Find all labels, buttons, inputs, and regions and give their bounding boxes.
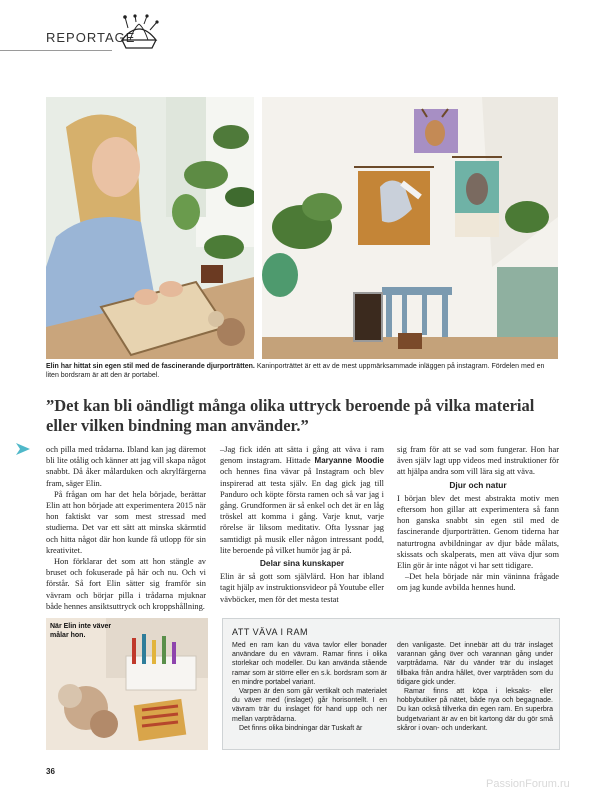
caption-rest: Kaninporträttet är ett av de mest uppmärksammade inläggen på instagram. Fördelen med en liten bordsram är att den är portabel.	[46, 363, 545, 379]
text-span: och hennes fina vävar på Instagram och blev inspirerad att testa själv. En dag gick jag till Panduro och köpte första ramen och så var jag i gång. Grundformen är så enkel och det är en låg tröskel att komma i gång. Varje knut, varje rörelse är liksom meditativ. Ofta lyssnar jag samtidigt på musik eller någon intressant podd, lite beroende på vilket humör jag är på.	[220, 467, 384, 555]
pincushion-icon	[116, 14, 162, 52]
paragraph: –Det hela började när min väninna frågade om jag kunde avbilda hennes hund.	[397, 572, 559, 593]
photo-woman-weaving	[46, 97, 254, 359]
page-number: 36	[46, 767, 55, 776]
article-column-1	[46, 444, 206, 612]
paragraph: På frågan om har det hela började, berättar Elin att hon började att experimentera 2015 när hon faktiskt var som mest stressad med studierna. Det var ett sätt att minska skärmtid och hitta något där hon kunde få utlopp för sin kreativitet.	[46, 489, 206, 555]
info-box-title: ATT VÄVA I RAM	[232, 627, 309, 637]
paragraph: Varpen är den som går vertikalt och materialet du väver med (inslaget) går horisontellt. I en vävram trär du inslaget för hand upp och ner mellan varptrådarna.	[232, 688, 387, 723]
paragraph: Elin är så gott som självlärd. Hon har ibland tagit hjälp av instruktionsvideor på Youtube eller vävböcker, men för det mesta testat	[220, 572, 384, 604]
article-column-2	[220, 444, 384, 605]
arrow-icon	[16, 443, 30, 455]
caption-bold: Elin har hittat sin egen stil med de fascinerande djurporträtten.	[46, 363, 255, 370]
pull-quote: ”Det kan bli oändligt många olika uttryck beroende på vilka material eller vilken bindning man använder.”	[46, 396, 535, 435]
watermark: PassionForum.ru	[486, 778, 570, 790]
paragraph: Det finns olika bindningar där Tuskaft är	[239, 724, 363, 732]
section-label: REPORTAGE	[46, 30, 136, 45]
paragraph: den vanligaste. Det innebär att du trär inslaget varannan gång över och varannan gång under varptrådarna. När du vänder trär du inslaget tillbaka från andra hållet, över varptråden som du tidigare gick under.	[397, 642, 553, 686]
photo-caption-main	[46, 362, 558, 380]
paragraph	[220, 444, 384, 556]
person-name: Maryanne Moodie	[314, 456, 384, 466]
info-box-column-2	[397, 641, 553, 733]
paragraph: I början blev det mest abstrakta motiv men eftersom hon gillar att experimentera så fann hon ganska snabbt sin egen stil med de fascinerande djurporträtten. Genom tiderna har naturtrogna avbildningar av djur både målats, skissats och skalperats, men att väva djur som Elin gör är inte något vi har sett tidigare.	[397, 493, 559, 571]
subheading: Delar sina kunskaper	[259, 558, 345, 569]
paragraph: Med en ram kan du väva tavlor eller bonader användare du en vävram. Ramar finns i olika storlekar och modeller. Du kan använda stående ramar som är större eller en s.k. bordsram som är en mindre portabel variant.	[232, 642, 387, 686]
paragraph: Ramar finns att köpa i leksaks- eller hobbybutiker på nätet, både nya och begagnade. Du kan också tillverka din egen ram. En superbra budgetvariant är av en bit kartong där du gör små skåror i ovan- och underkant.	[397, 688, 553, 732]
photo-woven-portraits-room	[262, 97, 558, 359]
paragraph: Hon förklarar det som att hon stängle av bruset och fokuserade på här och nu. Och vi förstår. Så fort Elin sätter sig framför sin vävram och börjar pilla i trådarna mjuknar både hennes ansiktsuttryck och kroppshållning.	[46, 557, 206, 611]
photo-caption-small: När Elin inte väver målar hon.	[50, 623, 112, 639]
paragraph: och pilla med trådarna. Ibland kan jag däremot bli lite otålig och känner att jag vill skapa något snabbt. Då åker målarduken och akrylfärgerna fram, säger Elin.	[46, 445, 206, 488]
paragraph: sig fram för att se vad som fungerar. Hon har även själv lagt upp videos med instruktioner för att hjälpa andra som vill lära sig att väva.	[397, 445, 559, 477]
text-span: –Jag fick idén att sätta i gång att väva i ram genom instagram. Hittade	[220, 445, 384, 466]
header-rule	[0, 50, 112, 51]
info-box-column-1	[232, 641, 387, 733]
article-column-3	[397, 444, 559, 594]
subheading: Djur och natur	[449, 479, 507, 490]
